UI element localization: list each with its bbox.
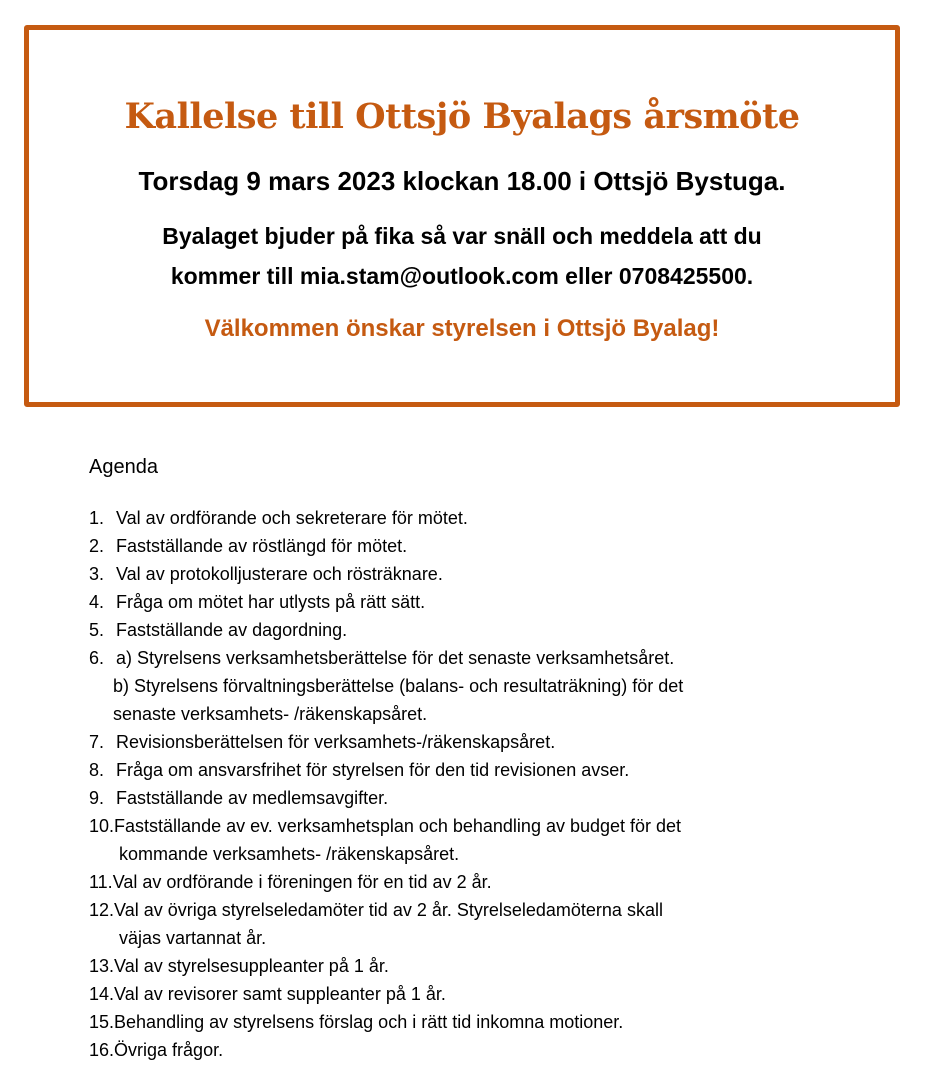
rsvp-text [29,216,895,296]
agenda-item [89,784,909,812]
agenda-item-number: 2. [89,536,105,556]
agenda-item-text: Behandling av styrelsens förslag och i rätt tid inkomna motioner. [114,1012,624,1032]
notice-title: Kallelse till Ottsjö Byalags årsmöte [124,96,800,137]
agenda-item-continuation: kommande verksamhets- /räkenskapsåret. [119,844,460,864]
agenda-item-text: Fastställande av medlemsavgifter. [116,788,389,808]
agenda-item [89,980,909,1008]
agenda-item-text: Fastställande av röstlängd för mötet. [116,536,408,556]
agenda-item-number: 11. [89,872,113,892]
welcome-message: Välkommen önskar styrelsen i Ottsjö Byalag! [204,315,720,342]
rsvp-line-1: Byalaget bjuder på fika så var snäll och meddela att du [162,223,762,249]
agenda-item-text: Fråga om mötet har utlysts på rätt sätt. [116,592,426,612]
agenda-list [89,504,909,1064]
agenda-item [89,728,909,756]
agenda-item-number: 1. [89,508,105,528]
agenda-item [89,1036,909,1064]
agenda-heading: Agenda [89,456,158,478]
agenda-item [89,560,909,588]
agenda-item-text: Val av ordförande och sekreterare för mötet. [116,508,468,528]
agenda-item-continuation: väjas vartannat år. [119,928,267,948]
agenda-item-text: Val av protokolljusterare och rösträknare. [116,564,443,584]
agenda-item [89,812,909,868]
agenda-item-number: 12. [89,900,115,920]
agenda-item-number: 14. [89,984,115,1004]
agenda-item-number: 13. [89,956,115,976]
agenda-item-text: Val av ordförande i föreningen för en tid av 2 år. [112,872,492,892]
agenda-item [89,644,909,728]
meeting-date-time: Torsdag 9 mars 2023 klockan 18.00 i Ottsjö Bystuga. [138,166,786,196]
agenda-item-text: Fastställande av ev. verksamhetsplan och behandling av budget för det [114,816,682,836]
agenda-item-number: 8. [89,760,105,780]
agenda-item-text: Revisionsberättelsen för verksamhets-/räkenskapsåret. [116,732,556,752]
agenda-item-number: 5. [89,620,105,640]
agenda-item [89,756,909,784]
agenda-item [89,504,909,532]
agenda-item-text: Val av övriga styrelseledamöter tid av 2 år. Styrelseledamöterna skall [114,900,663,920]
agenda-item [89,952,909,980]
agenda-item-number: 3. [89,564,105,584]
agenda-item [89,868,909,896]
agenda-item-number: 16. [89,1040,115,1060]
meeting-notice-box [24,25,900,407]
agenda-item-number: 10. [89,816,115,836]
agenda-item-number: 15. [89,1012,115,1032]
agenda-item-continuation: senaste verksamhets- /räkenskapsåret. [113,704,428,724]
agenda-item-number: 9. [89,788,105,808]
agenda-item-number: 7. [89,732,105,752]
agenda-item-text: Val av styrelsesuppleanter på 1 år. [114,956,389,976]
agenda-item [89,616,909,644]
agenda-item [89,896,909,952]
agenda-item [89,588,909,616]
agenda-item-text: Val av revisorer samt suppleanter på 1 år. [114,984,446,1004]
agenda-item-text: Fråga om ansvarsfrihet för styrelsen för den tid revisionen avser. [116,760,630,780]
agenda-item-text: Fastställande av dagordning. [116,620,348,640]
agenda-item [89,1008,909,1036]
agenda-item-number: 6. [89,648,105,668]
agenda-item-text: a) Styrelsens verksamhetsberättelse för det senaste verksamhetsåret. [116,648,675,668]
agenda-item-number: 4. [89,592,105,612]
agenda-item [89,532,909,560]
rsvp-line-2: kommer till mia.stam@outlook.com eller 0708425500. [170,263,754,289]
agenda-item-continuation: b) Styrelsens förvaltningsberättelse (balans- och resultaträkning) för det [113,676,684,696]
agenda-item-text: Övriga frågor. [114,1040,224,1060]
